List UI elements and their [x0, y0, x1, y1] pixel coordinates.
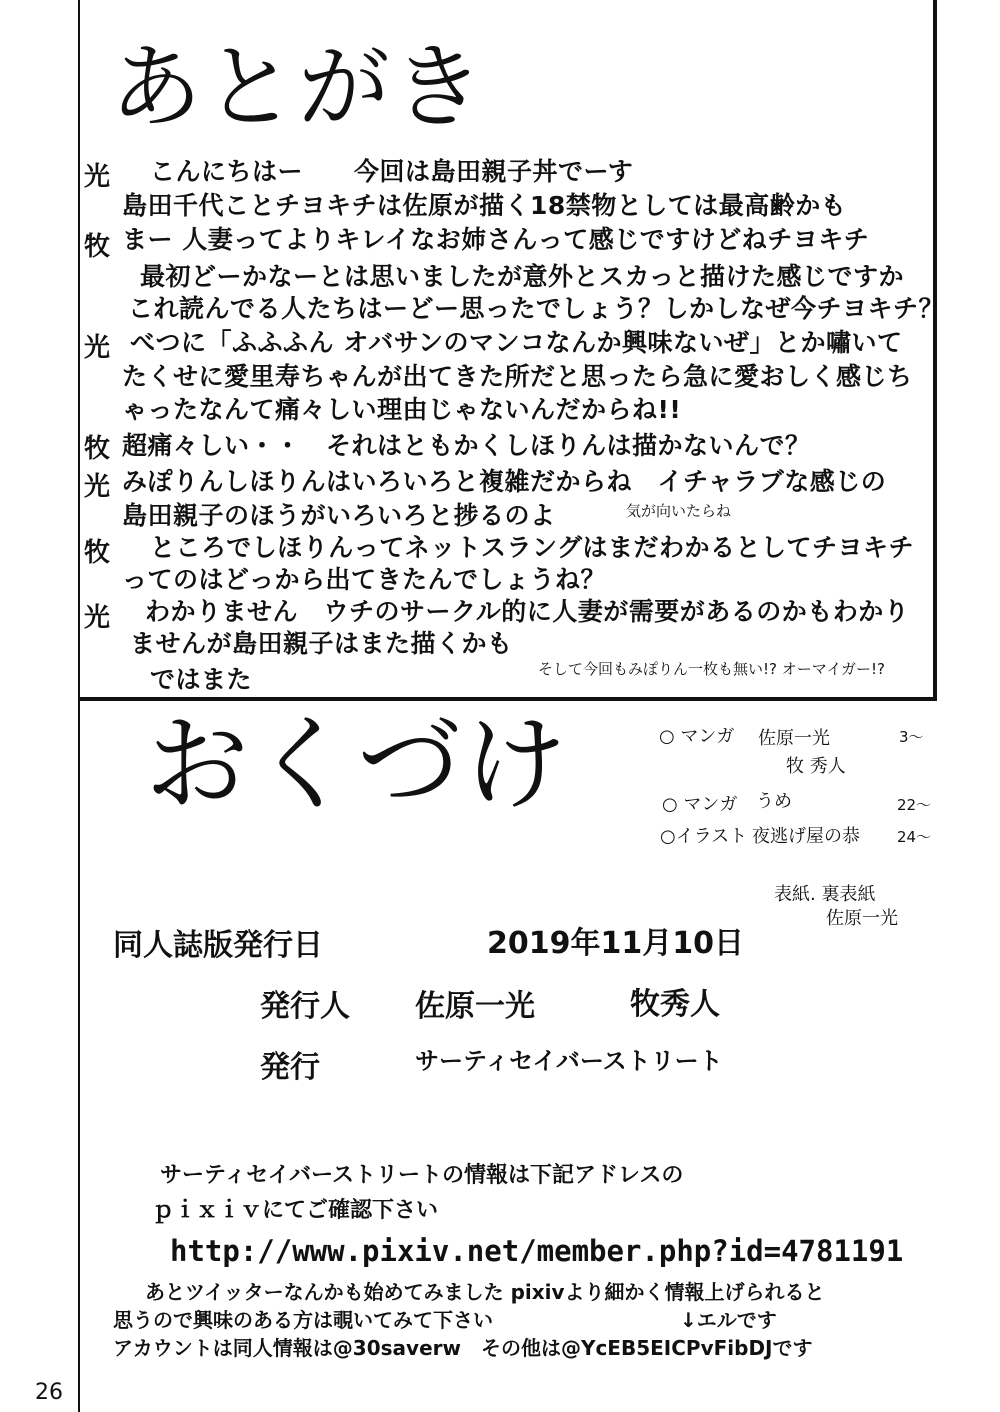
dialogue-line: ではまた [150, 665, 253, 694]
dialogue-line: べつに「ふふふん オバサンのマンコなんか興味ないぜ」とか嘯いて [130, 328, 903, 357]
twitter-line: あとツイッターなんかも始めてみました pixivより細かく情報上げられると [145, 1280, 825, 1304]
issuer-label: 発行 [260, 1050, 320, 1085]
dialogue-line: 超痛々しい・・ それはともかくしほりんは描かないんで？ [122, 431, 811, 460]
credit-page: 3～ [899, 728, 924, 746]
arrow-note: ↓エルです [680, 1308, 777, 1332]
speaker-label: 光 [84, 472, 111, 502]
speaker-label: 牧 [84, 434, 111, 464]
dialogue-line: ところでしほりんってネットスラングはまだわかるとしてチヨキチ [150, 533, 915, 562]
frame-line-right [933, 0, 937, 700]
publisher-name: 佐原一光 [415, 989, 535, 1024]
credit-page: 24～ [897, 828, 932, 846]
publisher-name: 牧秀人 [630, 987, 720, 1022]
speaker-label: 牧 [84, 232, 111, 262]
dialogue-line: 最初どーかなーとは思いましたが意外とスカっと描けた感じですか [140, 262, 905, 291]
cover-artist: 佐原一光 [826, 908, 898, 929]
afterword-title: あとがき [110, 34, 487, 141]
dialogue-line: わかりません ウチのサークル的に人妻が需要があるのかもわかり [145, 597, 910, 626]
dialogue-line: まー 人妻ってよりキレイなお姉さんって感じですけどねチヨキチ [122, 225, 870, 254]
release-date: 2019年11月10日 [487, 926, 744, 961]
aside-note: 気が向いたらね [626, 502, 732, 520]
credit-role: ○ マンガ [659, 726, 735, 747]
dialogue-line: ませんが島田親子はまた描くかも [130, 629, 513, 658]
dialogue-line: ってのはどっから出てきたんでしょうね？ [122, 565, 607, 594]
pixiv-url-link[interactable]: http://www.pixiv.net/member.php?id=4781191 [170, 1234, 904, 1268]
dialogue-line: ゃったなんて痛々しい理由じゃないんだからね!! [122, 395, 682, 424]
speaker-label: 牧 [84, 538, 111, 568]
credit-names: 夜逃げ屋の恭 [752, 826, 860, 847]
publisher-label: 発行人 [260, 989, 350, 1024]
credit-names: 牧 秀人 [786, 756, 846, 777]
speaker-label: 光 [84, 603, 111, 633]
speaker-label: 光 [84, 162, 111, 192]
twitter-line: アカウントは同人情報は@30saverw その他は@YcEB5EICPvFibDJです [113, 1336, 813, 1360]
credit-role: ○ マンガ [662, 794, 738, 815]
credit-page: 22～ [897, 796, 932, 814]
colophon-title: おくづけ [145, 703, 570, 825]
dialogue-line: たくせに愛里寿ちゃんが出てきた所だと思ったら急に愛おしく感じち [122, 362, 913, 391]
cover-label: 表紙. 裏表紙 [774, 884, 876, 905]
aside-note: そして今回もみぽりん一枚も無い!? オーマイガー!? [538, 660, 885, 678]
dialogue-line: こんにちはー 今回は島田親子丼でーす [150, 157, 634, 186]
credit-names: 佐原一光 [758, 728, 830, 749]
info-line: サーティセイバーストリートの情報は下記アドレスの [160, 1163, 684, 1188]
frame-line-left [78, 0, 80, 1412]
twitter-line: 思うので興味のある方は覗いてみて下さい [113, 1308, 493, 1332]
page-number: 26 [35, 1380, 63, 1405]
dialogue-line: これ読んでる人たちはーどー思ったでしょう？しかしなぜ今チヨキチ？ [128, 294, 945, 323]
dialogue-line: 島田千代ことチヨキチは佐原が描く18禁物としては最高齢かも [122, 191, 847, 220]
release-label: 同人誌版発行日 [113, 928, 323, 963]
dialogue-line: 島田親子のほうがいろいろと捗るのよ [122, 501, 556, 530]
info-line: ｐｉｘｉｖにてご確認下さい [152, 1198, 439, 1223]
section-divider [78, 697, 937, 701]
issuer-name: サーティセイバーストリート [415, 1047, 723, 1075]
speaker-label: 光 [84, 333, 111, 363]
dialogue-line: みぽりんしほりんはいろいろと複雑だからね イチャラブな感じの [122, 467, 887, 496]
credit-role: ○イラスト [660, 826, 748, 847]
credit-names: うめ [756, 791, 792, 812]
